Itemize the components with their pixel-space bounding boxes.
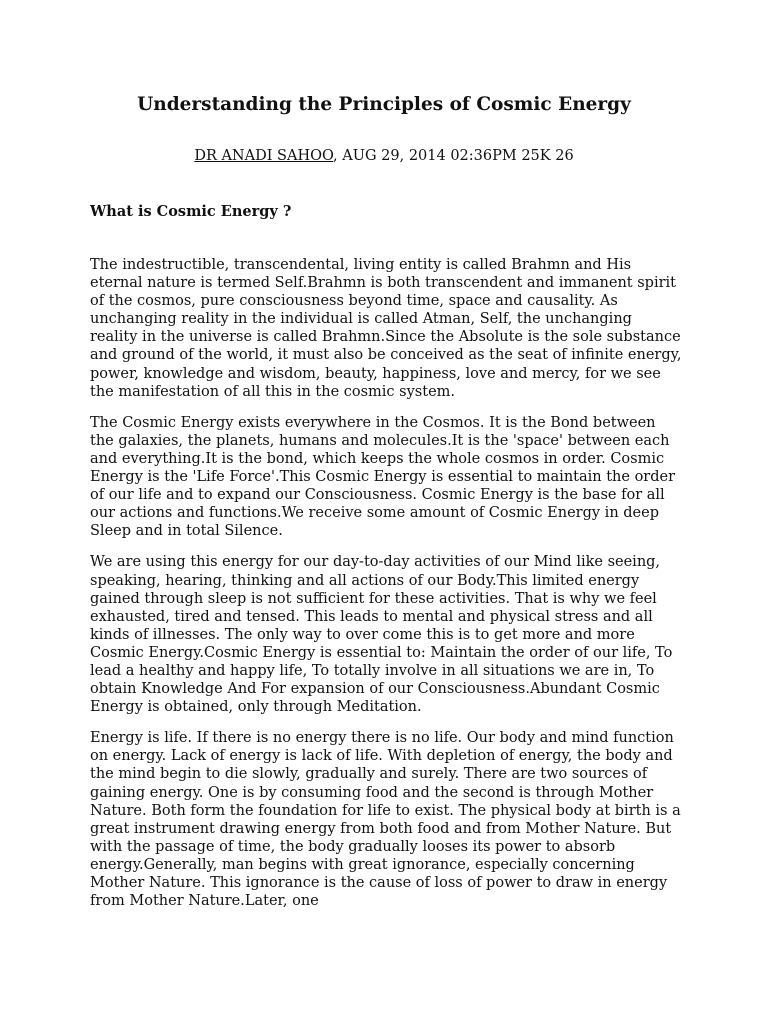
byline-meta: , AUG 29, 2014 02:36PM 25K 26 [333, 148, 574, 164]
section-heading: What is Cosmic Energy ? [90, 203, 292, 220]
article-body [90, 256, 682, 923]
paragraph-1: The indestructible, transcendental, living entity is called Brahmn and His eternal nature is termed Self.Brahmn is both transcendent and immanent spirit of the cosmos, pure consciousness beyond time, space and causality. As unchanging reality in the individual is called Atman, Self, the unchanging reality in the universe is called Brahmn.Since the Absolute is the sole substance and ground of the world, it must also be conceived as the seat of infinite energy, power, knowledge and wisdom, beauty, happiness, love and mercy, for we see the manifestation of all this in the cosmic system. [90, 257, 682, 400]
byline [0, 147, 768, 165]
paragraph-2: The Cosmic Energy exists everywhere in the Cosmos. It is the Bond between the galaxies, the planets, humans and molecules.It is the 'space' between each and everything.It is the bond, which keeps the whole cosmos in order. Cosmic Energy is the 'Life Force'.This Cosmic Energy is essential to maintain the order of our life and to expand our Consciousness. Cosmic Energy is the base for all our actions and functions.We receive some amount of Cosmic Energy in deep Sleep and in total Silence. [90, 414, 676, 540]
page-title: Understanding the Principles of Cosmic Energy [137, 94, 631, 115]
paragraph-3: We are using this energy for our day-to-day activities of our Mind like seeing, speaking, hearing, thinking and all actions of our Body.This limited energy gained through sleep is not sufficient for these activities. That is why we feel exhausted, tired and tensed. This leads to mental and physical stress and all kinds of illnesses. The only way to over come this is to get more and more Cosmic Energy.Cosmic Energy is essential to: Maintain the order of our life, To lead a healthy and happy life, To totally involve in all situations we are in, To obtain Knowledge And For expansion of our Consciousness.Abundant Cosmic Energy is obtained, only through Meditation. [90, 554, 673, 716]
paragraph-4: Energy is life. If there is no energy there is no life. Our body and mind function on energy. Lack of energy is lack of life. With depletion of energy, the body and the mind begin to die slowly, gradually and surely. There are two sources of gaining energy. One is by consuming food and the second is through Mother Nature. Both form the foundation for life to exist. The physical body at birth is a great instrument drawing energy from both food and from Mother Nature. But with the passage of time, the body gradually looses its power to absorb energy.Generally, man begins with great ignorance, especially concerning Mother Nature. This ignorance is the cause of loss of power to draw in energy from Mother Nature.Later, one [90, 730, 681, 910]
author-link[interactable]: DR ANADI SAHOO [194, 148, 334, 164]
